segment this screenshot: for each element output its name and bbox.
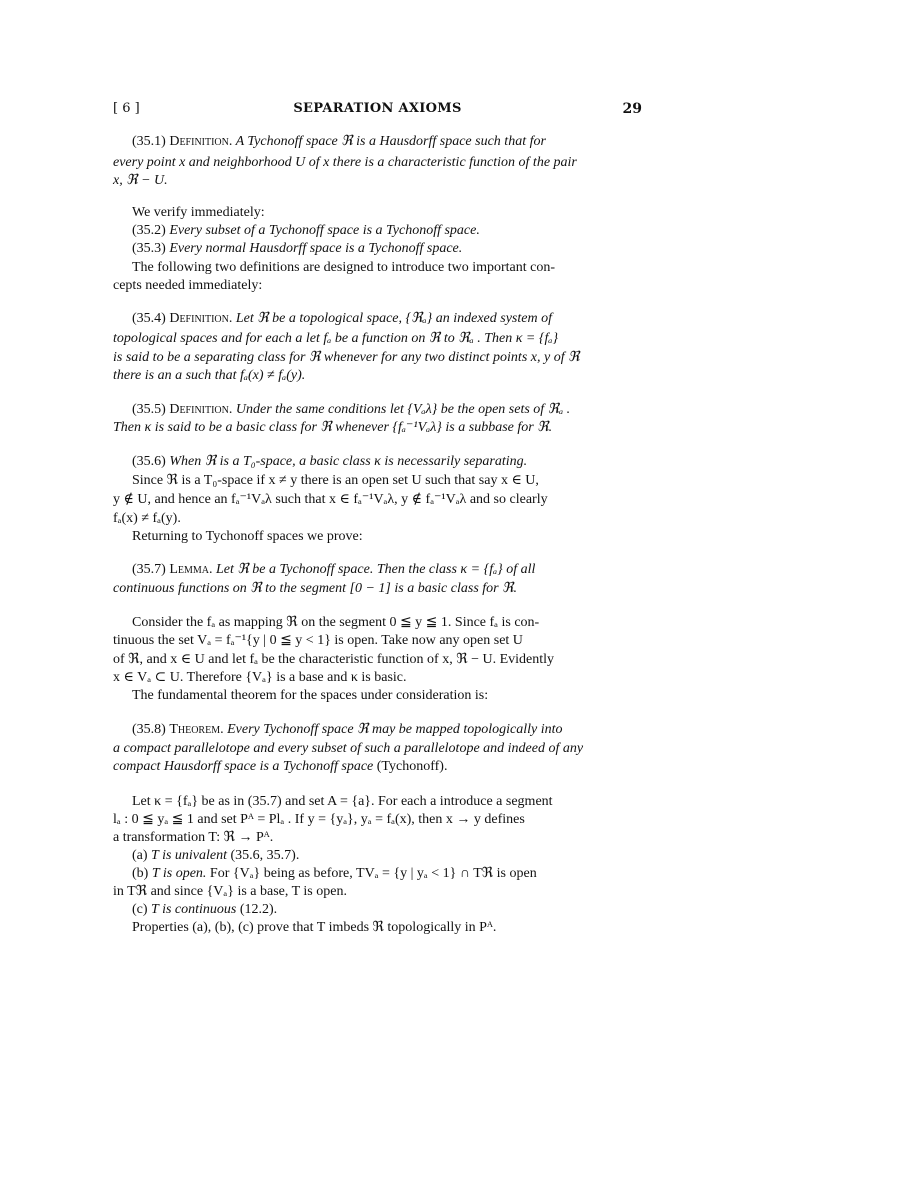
text-line xyxy=(113,580,645,598)
text-segment: Every Tychonoff space ℜ may be mapped topologically into xyxy=(223,722,563,737)
text-segment: tinuous the set Vₐ = fₐ⁻¹{y | 0 ≦ y < 1} is open. Take now any open set U xyxy=(113,633,523,648)
running-title: SEPARATION AXIOMS xyxy=(293,101,462,116)
text-line xyxy=(132,472,664,490)
text-segment: (35.6) xyxy=(132,454,170,469)
text-segment: (a) xyxy=(132,848,152,863)
text-segment: Consider the fₐ as mapping ℜ on the segment 0 ≦ y ≦ 1. Since fₐ is con- xyxy=(132,615,540,630)
text-line xyxy=(113,510,645,528)
text-line xyxy=(113,632,645,650)
text-segment: cepts needed immediately: xyxy=(113,278,263,293)
text-segment: (35.4) xyxy=(132,311,170,326)
text-segment: Every subset of a Tychonoff space is a Tychonoff space. xyxy=(169,223,480,238)
text-line xyxy=(113,829,645,847)
heading-label: Definition. xyxy=(169,402,233,417)
text-line xyxy=(132,865,664,883)
text-line xyxy=(132,561,664,579)
text-line xyxy=(132,310,664,328)
text-line xyxy=(113,154,645,172)
text-line xyxy=(132,222,664,240)
text-line xyxy=(113,277,645,295)
text-segment: is said to be a separating class for ℜ whenever for any two distinct points x, y of ℜ xyxy=(113,350,580,365)
text-segment: (35.2) xyxy=(132,223,170,238)
text-line xyxy=(132,401,664,419)
text-line xyxy=(132,614,664,632)
text-segment: Under the same conditions let {Vₐλ} be the open sets of ℜₐ . xyxy=(232,402,571,417)
text-segment: of ℜ, and x ∈ U and let fₐ be the characteristic function of x, ℜ − U. Evidently xyxy=(113,652,555,667)
text-segment: (35.8) xyxy=(132,722,170,737)
text-segment: fₐ(x) ≠ fₐ(y). xyxy=(113,511,181,526)
text-segment: The following two definitions are designed to introduce two important con- xyxy=(132,260,556,275)
text-segment: y ∉ U, and hence an fₐ⁻¹Vₐλ such that x ∈ fₐ⁻¹Vₐλ, y ∉ fₐ⁻¹Vₐλ and so clearly xyxy=(113,492,548,507)
text-line xyxy=(113,419,645,437)
text-segment: every point x and neighborhood U of x there is a characteristic function of the pair xyxy=(113,155,577,170)
text-line xyxy=(113,758,645,776)
heading-label: Definition. xyxy=(169,311,233,326)
text-segment: (35.5) xyxy=(132,402,170,417)
text-segment: lₐ : 0 ≦ yₐ ≦ 1 and set Pᴬ = Plₐ . If y = {yₐ}, yₐ = fₐ(x), then x → y defines xyxy=(113,812,525,827)
text-segment: continuous functions on ℜ to the segment [0 − 1] is a basic class for ℜ. xyxy=(113,581,518,596)
text-segment: Properties (a), (b), (c) prove that T imbeds ℜ topologically in Pᴬ. xyxy=(132,920,497,935)
text-segment: (12.2). xyxy=(236,902,278,917)
text-line xyxy=(113,883,645,901)
text-line xyxy=(113,330,645,348)
text-line xyxy=(113,491,645,509)
text-line xyxy=(113,367,645,385)
text-segment: Let κ = {fₐ} be as in (35.7) and set A = {a}. For each a introduce a segment xyxy=(132,794,553,809)
text-line xyxy=(132,133,664,151)
text-segment: topological spaces and for each a let fₐ be a function on ℜ to ℜₐ . Then κ = {fₐ} xyxy=(113,331,559,346)
text-segment: The fundamental theorem for the spaces under consideration is: xyxy=(132,688,489,703)
text-segment: (35.3) xyxy=(132,241,170,256)
text-segment: T is continuous xyxy=(151,902,237,917)
heading-label: Theorem. xyxy=(169,722,224,737)
text-line xyxy=(132,901,664,919)
text-segment: Returning to Tychonoff spaces we prove: xyxy=(132,529,363,544)
text-segment: (b) xyxy=(132,866,152,881)
running-header xyxy=(113,101,642,121)
text-segment: in Tℜ and since {Vₐ} is a base, T is open. xyxy=(113,884,347,899)
text-segment: We verify immediately: xyxy=(132,205,265,220)
text-line xyxy=(113,172,645,190)
text-line xyxy=(113,651,645,669)
text-line xyxy=(132,847,664,865)
text-segment: x, ℜ − U. xyxy=(113,173,168,188)
text-segment: a compact parallelotope and every subset of such a parallelotope and indeed of any xyxy=(113,741,584,756)
text-segment: Then κ is said to be a basic class for ℜ whenever {fₐ⁻¹Vₐλ} is a subbase for ℜ. xyxy=(113,420,553,435)
text-segment: compact Hausdorff space is a Tychonoff space xyxy=(113,759,374,774)
text-line xyxy=(132,721,664,739)
section-number: [ 6 ] xyxy=(113,101,140,116)
heading-label: Lemma. xyxy=(169,562,213,577)
text-line xyxy=(132,240,664,258)
page-number: 29 xyxy=(622,101,642,117)
text-line xyxy=(132,259,664,277)
text-segment: (c) xyxy=(132,902,152,917)
text-line xyxy=(113,669,645,687)
text-segment: (35.1) xyxy=(132,134,170,149)
text-segment: there is an a such that fₐ(x) ≠ fₐ(y). xyxy=(113,368,306,383)
text-segment: (Tychonoff). xyxy=(373,759,448,774)
text-line xyxy=(132,453,664,471)
text-segment: Every normal Hausdorff space is a Tychonoff space. xyxy=(169,241,463,256)
text-segment: (35.7) xyxy=(132,562,170,577)
text-line xyxy=(113,811,645,829)
text-segment: Let ℜ be a Tychonoff space. Then the class κ = {fₐ} of all xyxy=(212,562,536,577)
text-segment: T is open. xyxy=(151,866,207,881)
text-line xyxy=(132,204,664,222)
text-segment: (35.6, 35.7). xyxy=(227,848,300,863)
text-segment: a transformation T: ℜ → Pᴬ. xyxy=(113,830,274,845)
text-segment: Let ℜ be a topological space, {ℜₐ} an indexed system of xyxy=(232,311,552,326)
text-line xyxy=(113,349,645,367)
text-segment: Since ℜ is a T₀-space if x ≠ y there is an open set U such that say x ∈ U, xyxy=(132,473,539,488)
text-segment: T is univalent xyxy=(151,848,228,863)
text-segment: x ∈ Vₐ ⊂ U. Therefore {Vₐ} is a base and κ is basic. xyxy=(113,670,407,685)
text-segment: When ℜ is a T₀-space, a basic class κ is necessarily separating. xyxy=(169,454,528,469)
text-line xyxy=(113,740,645,758)
text-line xyxy=(132,919,664,937)
heading-label: Definition. xyxy=(169,134,233,149)
text-segment: A Tychonoff space ℜ is a Hausdorff space such that for xyxy=(232,134,546,149)
text-line xyxy=(132,793,664,811)
text-line xyxy=(132,528,664,546)
text-line xyxy=(132,687,664,705)
text-segment: For {Vₐ} being as before, TVₐ = {y | yₐ < 1} ∩ Tℜ is open xyxy=(206,866,537,881)
